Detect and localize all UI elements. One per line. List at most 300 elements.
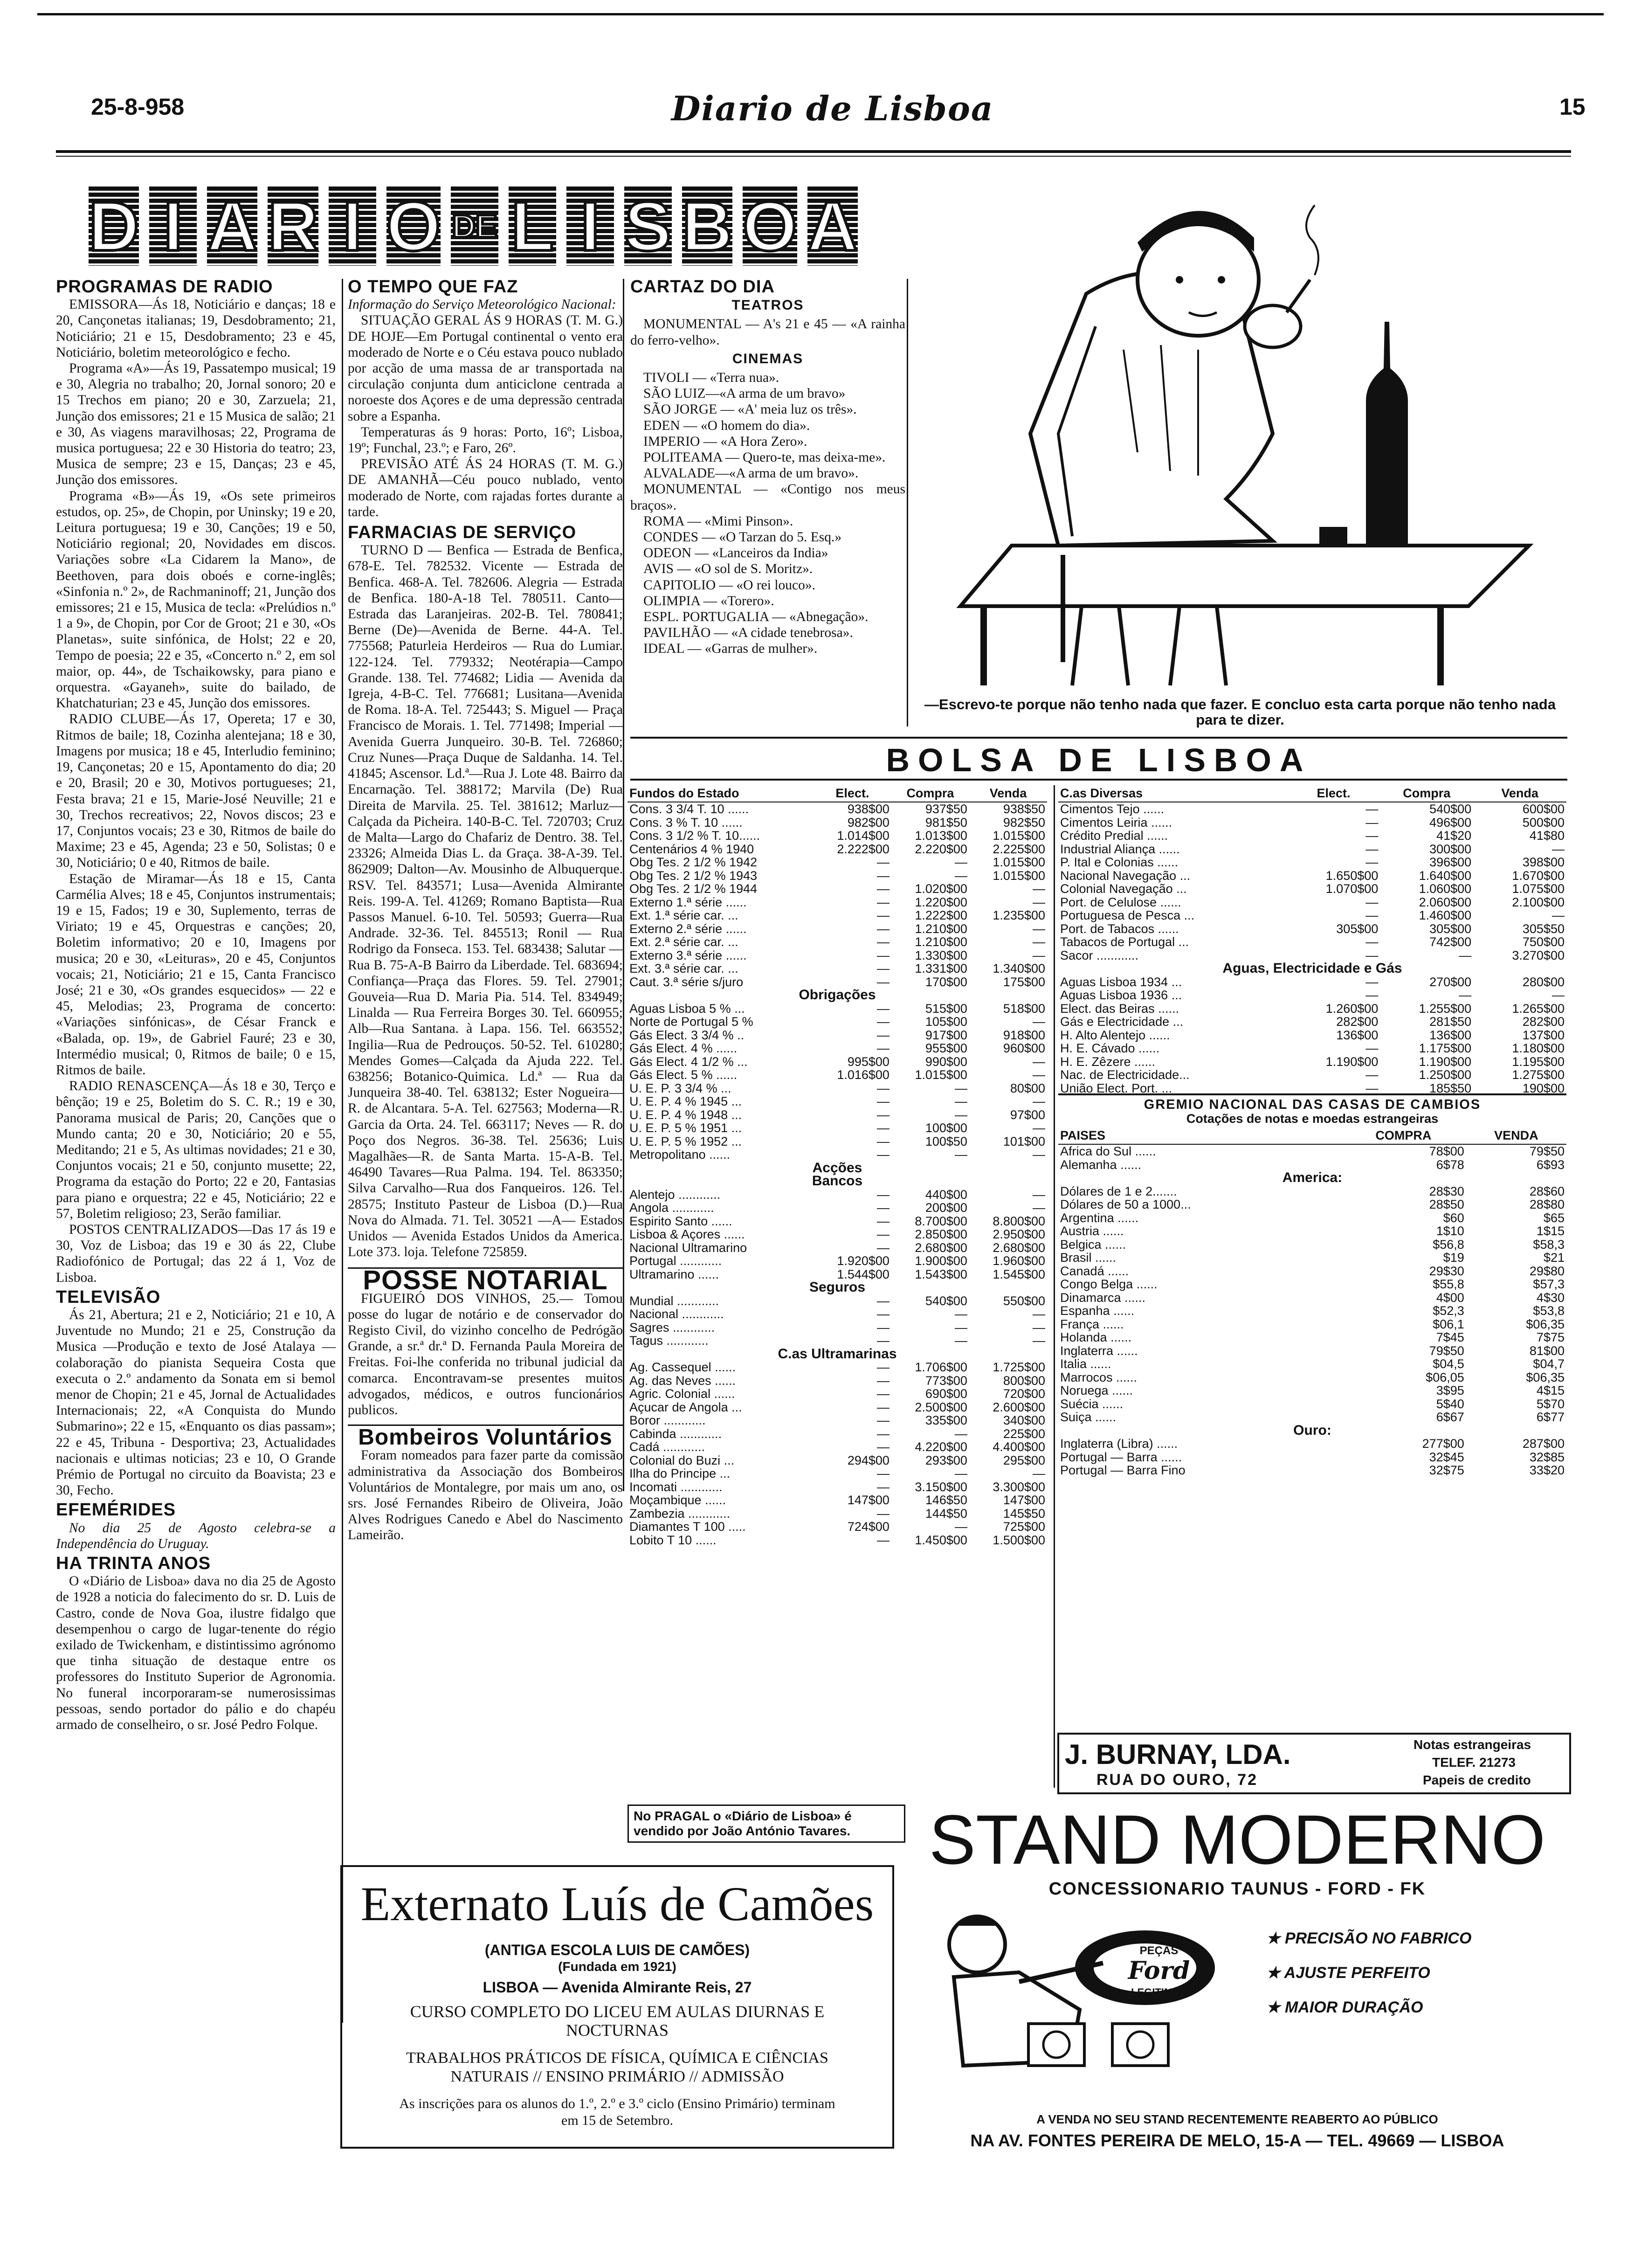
price-cell: 282$00 (1336, 1015, 1379, 1029)
security-name: Obg Tes. 2 1/2 % 1944 (629, 882, 758, 896)
masthead-letter: A (807, 187, 858, 265)
table-row (1058, 909, 1566, 922)
stand-feature-label: PRECISÃO NO FABRICO (1284, 1929, 1472, 1947)
price-cell: 725$00 (1003, 1520, 1045, 1534)
price-cell: 440$00 (925, 1187, 967, 1202)
security-name: Zambezia ............ (629, 1506, 731, 1521)
price-cell: — (876, 1148, 889, 1162)
weather-column (348, 279, 623, 1543)
cinema-listing: IDEAL — «Garras de mulher». (643, 641, 818, 657)
table-row (1058, 1029, 1566, 1042)
cinema-listing: PAVILHÃO — «A cidade tenebrosa». (643, 625, 853, 641)
price-cell: 7$75 (1536, 1330, 1565, 1344)
price-cell: 600$00 (1522, 802, 1565, 816)
price-cell: 137$00 (1522, 1028, 1565, 1042)
price-cell: — (876, 948, 889, 962)
price-cell: — (954, 1466, 967, 1480)
price-cell: 1.210$00 (915, 921, 967, 936)
price-cell: — (876, 1227, 889, 1241)
price-cell: 800$00 (1003, 1373, 1045, 1388)
price-cell: 1.015$00 (993, 829, 1045, 843)
cinemas-heading: CINEMAS (732, 351, 804, 366)
price-cell: 3$95 (1436, 1383, 1464, 1397)
table-row (627, 802, 1047, 816)
price-cell: 282$00 (1522, 1015, 1565, 1029)
table-row (627, 1108, 1047, 1122)
price-cell: 340$00 (1003, 1413, 1045, 1427)
table-row (627, 1374, 1047, 1388)
column-divider (907, 279, 908, 726)
price-cell: — (954, 1320, 967, 1335)
price-cell: — (876, 1187, 889, 1202)
price-cell: 225$00 (1003, 1426, 1045, 1441)
table-row (1058, 1158, 1566, 1172)
security-name: P. Ital e Colonias ...... (1060, 855, 1179, 869)
price-cell: — (1033, 1148, 1045, 1162)
price-cell: $06,35 (1526, 1370, 1565, 1384)
table-row (627, 1387, 1047, 1401)
security-name: H. E. Zêzere ...... (1060, 1054, 1156, 1069)
radio-column (56, 279, 336, 1733)
masthead-letter: I (149, 187, 197, 266)
price-cell: 6$77 (1536, 1410, 1565, 1424)
price-cell: 1.340$00 (993, 961, 1045, 975)
security-name: Tagus ............ (629, 1334, 709, 1348)
price-cell: — (876, 1028, 889, 1042)
cinema-listing: ALVALADE—«A arma de um bravo». (643, 466, 859, 481)
radio-paragraph: RADIO RENASCENÇA—Ás 18 e 30, Terço e bênção; 19 e 25, Boletim do S. C. R.; 19 e 30, Panorama musical de Paris; 20, Canções que o Mundo canta; 20 e 30, Noticiário; 20 e 55, Meditando; 21 e 5, As ultimas novidades; 21 e 30, Conjuntos vocais; 21 e 50, conjunto musette; 22, Programa da estação do Porto; 22 e 20, Fantasias para piano e orquestra; 22 e 45, Noticiário; 22 e 57, Boletim religioso; 23, Serão familiar. (56, 1079, 336, 1221)
stand-feature (1266, 1956, 1565, 1990)
price-cell: — (876, 1334, 889, 1348)
table-row (627, 1507, 1047, 1521)
stand-feature (1266, 1921, 1565, 1956)
price-cell: $53,8 (1533, 1304, 1565, 1318)
security-name: Nacional ............ (629, 1307, 724, 1321)
price-cell: 4$15 (1536, 1383, 1565, 1397)
security-name: Nac. de Electricidade... (1060, 1068, 1190, 1082)
table-row (627, 1534, 1047, 1547)
price-cell: 146$50 (925, 1493, 967, 1507)
price-cell: 2.950$00 (993, 1227, 1045, 1241)
state-funds-table (627, 785, 1047, 1547)
masthead-letter: L (509, 187, 556, 266)
externato-name: Externato Luís de Camões (360, 1877, 874, 1931)
table-row (627, 935, 1047, 949)
price-cell: — (876, 1373, 889, 1388)
price-cell: 1.544$00 (837, 1267, 889, 1281)
price-cell: — (876, 1360, 889, 1374)
price-cell: 8.800$00 (993, 1214, 1045, 1228)
table-row (1058, 975, 1566, 989)
price-cell: — (876, 1094, 889, 1108)
security-name: Suécia ...... (1060, 1397, 1124, 1411)
security-name: Externo 3.ª série ...... (629, 948, 747, 962)
price-cell: — (876, 1533, 889, 1547)
table-row (627, 1467, 1047, 1480)
security-name: Obg Tes. 2 1/2 % 1943 (629, 868, 758, 883)
table-row (627, 989, 1047, 1002)
security-name: Lobito T 10 ...... (629, 1533, 717, 1547)
price-cell: 1.070$00 (1325, 882, 1379, 896)
price-cell: — (876, 1320, 889, 1335)
security-name: Dólares de 1 e 2....... (1060, 1184, 1177, 1198)
price-cell: — (876, 1400, 889, 1414)
price-cell: 955$00 (925, 1041, 967, 1055)
price-cell: $06,05 (1426, 1370, 1464, 1384)
price-cell: 742$00 (1429, 935, 1472, 949)
price-cell: — (1365, 802, 1379, 816)
cinema-listing: EDEN — «O homem do dia». (643, 418, 810, 433)
table-row (1058, 843, 1566, 856)
price-cell: 97$00 (1010, 1107, 1045, 1122)
pragal-notice: No PRAGAL o «Diário de Lisboa» é vendido por João António Tavares. (627, 1805, 905, 1843)
price-cell: 918$00 (1003, 1028, 1045, 1042)
table-row (1058, 962, 1566, 975)
price-cell: 8.700$00 (915, 1214, 967, 1228)
price-cell: $19 (1443, 1251, 1464, 1265)
price-cell: 5$70 (1536, 1397, 1565, 1411)
price-cell: $04,5 (1433, 1357, 1464, 1371)
price-cell: — (876, 975, 889, 989)
price-cell: 294$00 (847, 1453, 889, 1467)
security-name: Brasil ...... (1060, 1251, 1117, 1265)
price-cell: 981$50 (925, 815, 967, 830)
price-cell: 1.060$00 (1419, 882, 1472, 896)
masthead-letter: I (329, 187, 376, 266)
security-name: Norte de Portugal 5 % (629, 1015, 753, 1029)
price-cell: 4$30 (1536, 1290, 1565, 1305)
table-row (627, 843, 1047, 856)
price-cell: — (1365, 895, 1379, 909)
security-name: Elect. das Beiras ...... (1060, 1001, 1179, 1016)
table-row (1058, 1171, 1566, 1185)
ford-badge-top: PEÇAS (1139, 1944, 1179, 1957)
security-name: Port. de Tabacos ...... (1060, 921, 1179, 936)
firemen-heading: Bombeiros Voluntários (348, 1424, 623, 1445)
price-cell: 1.265$00 (1512, 1001, 1565, 1016)
security-name: Portugal — Barra Fino (1060, 1463, 1186, 1477)
header-rule-thin (56, 156, 1571, 157)
price-cell: 724$00 (847, 1520, 889, 1534)
price-cell: 1.725$00 (993, 1360, 1045, 1374)
price-cell: 518$00 (1003, 1001, 1045, 1016)
price-cell: 1.900$00 (915, 1254, 967, 1268)
group-label: Obrigações (799, 987, 876, 1003)
star-icon: ★ (1266, 1998, 1285, 2016)
table-row (1058, 1068, 1566, 1082)
price-cell: — (1365, 948, 1379, 962)
price-cell: 136$00 (1429, 1028, 1472, 1042)
weather-paragraph: SITUAÇÃO GERAL ÁS 9 HORAS (T. M. G.) DE HOJE—Em Portugal continental o vento era moderado de Norte e o Céu estava pouco nublado por acção de uma massa de ar transportada na circulação conjunta dum anticiclone centrada a noroeste dos Açores e de uma depressão centrada sobre a Espanha. (348, 313, 623, 424)
security-name: Diamantes T 100 ..... (629, 1520, 746, 1534)
price-cell: 1.015$00 (915, 1068, 967, 1082)
price-cell: — (876, 1041, 889, 1055)
security-name: U. E. P. 4 % 1948 ... (629, 1107, 742, 1122)
table-row (627, 1162, 1047, 1175)
security-name: H. Alto Alentejo ...... (1060, 1028, 1170, 1042)
security-name: Dólares de 50 a 1000... (1060, 1197, 1191, 1211)
price-cell: — (1033, 1307, 1045, 1321)
security-name: Nacional Ultramarino (629, 1240, 747, 1255)
price-cell: — (876, 1307, 889, 1321)
weather-paragraph: PREVISÃO ATÉ ÁS 24 HORAS (T. M. G.) DE AMANHÃ—Céu pouco nublado, vento moderado de Norte, com rajadas fortes durante a tarde. (348, 456, 623, 519)
table-row (1058, 1265, 1566, 1278)
stand-name: STAND MODERNO (929, 1800, 1546, 1879)
price-cell: — (1033, 1094, 1045, 1108)
price-cell: — (1365, 975, 1379, 989)
price-cell: 2.680$00 (915, 1240, 967, 1255)
price-cell: 1.920$00 (837, 1254, 889, 1268)
table-row (627, 1188, 1047, 1202)
price-cell: 170$00 (925, 975, 967, 989)
cartoon-caption: —Escrevo-te porque não tenho nada que fazer. E concluo esta carta porque não tenho nada para te dizer. (924, 696, 1556, 728)
masthead-logo (89, 187, 858, 266)
price-cell: 101$00 (1003, 1134, 1045, 1148)
security-name: Gás e Electricidade ... (1060, 1015, 1184, 1029)
price-cell: 396$00 (1429, 855, 1472, 869)
security-name: França ...... (1060, 1317, 1124, 1331)
price-cell: — (954, 1081, 967, 1095)
price-cell: 2.060$00 (1419, 895, 1472, 909)
security-name: Cabinda ............ (629, 1426, 722, 1441)
table-row (627, 816, 1047, 830)
price-cell: — (1033, 1466, 1045, 1480)
table-row (1058, 802, 1566, 816)
security-name: Port. de Celulose ...... (1060, 895, 1181, 909)
price-cell: 1.016$00 (837, 1068, 889, 1082)
price-cell: 29$80 (1529, 1264, 1565, 1278)
security-name: Angola ............ (629, 1201, 714, 1215)
price-cell: 937$50 (925, 802, 967, 816)
price-cell: 185$50 (1429, 1081, 1472, 1095)
star-icon: ★ (1266, 1929, 1285, 1947)
table-row (1058, 1042, 1566, 1055)
price-cell: 1.222$00 (915, 908, 967, 922)
price-cell: $04,7 (1533, 1357, 1565, 1371)
price-cell: — (876, 868, 889, 883)
price-cell: 1.190$00 (1419, 1054, 1472, 1069)
price-cell: — (954, 1426, 967, 1441)
price-cell: 3.300$00 (993, 1480, 1045, 1494)
masthead-letter: O (742, 187, 797, 265)
table-row (627, 975, 1047, 989)
price-cell: 335$00 (925, 1413, 967, 1427)
price-cell: 33$20 (1529, 1463, 1565, 1477)
price-cell: — (1552, 842, 1565, 856)
price-cell: 4$00 (1436, 1290, 1464, 1305)
table-row (1058, 1397, 1566, 1411)
stand-feature (1266, 1990, 1565, 2025)
ford-badge: Ford (1128, 1957, 1190, 1985)
price-cell: 1.015$00 (993, 855, 1045, 869)
table-row (627, 1082, 1047, 1095)
masthead-letter: A (207, 187, 258, 265)
security-name: U. E. P. 4 % 1945 ... (629, 1094, 742, 1108)
price-cell: 281$50 (1429, 1015, 1472, 1029)
security-name: Inglaterra (Libra) ...... (1060, 1437, 1178, 1451)
price-cell: 1.670$00 (1512, 868, 1565, 883)
security-name: Ext. 1.ª série car. ... (629, 908, 738, 922)
table-row (627, 1095, 1047, 1108)
table-row (1058, 1015, 1566, 1029)
price-cell: 79$50 (1529, 1144, 1565, 1158)
table-row (1058, 1185, 1566, 1198)
table-row (1058, 829, 1566, 843)
burnay-ad (1057, 1733, 1571, 1794)
security-name: Gás Elect. 5 % ...... (629, 1068, 738, 1082)
price-cell: $06,35 (1526, 1317, 1565, 1331)
price-cell: — (876, 895, 889, 909)
price-cell: 1.014$00 (837, 829, 889, 843)
bolsa-rule (630, 779, 1567, 781)
cinema-listing: CAPITOLIO — «O rei louco». (643, 577, 815, 593)
security-name: Ext. 3.ª série car. ... (629, 961, 738, 975)
price-cell: 293$00 (925, 1453, 967, 1467)
ephemerides-heading: EFEMÉRIDES (56, 1500, 176, 1520)
cinema-listing: POLITEAMA — Quero-te, mas deixa-me». (643, 450, 886, 465)
table-row (1058, 1002, 1566, 1016)
security-name: Espirito Santo ...... (629, 1214, 732, 1228)
price-cell: — (876, 1201, 889, 1215)
stand-features (1266, 1921, 1565, 2025)
price-cell: 2.850$00 (915, 1227, 967, 1241)
firemen-text: Foram nomeados para fazer parte da comissão administrativa da Associação dos Bombeiros Voluntários de Montalegre, por mais um ano, os srs. José Fernandes Ribeiro de Oliveira, João Alves Rodrigues Canedo e Abel do Nascimento Lameirão. (348, 1448, 623, 1543)
security-name: Centenários 4 % 1940 (629, 842, 754, 856)
cinemas-listing (630, 370, 905, 657)
radio-paragraph: POSTOS CENTRALIZADOS—Das 17 ás 19 e 30, Voz de Lisboa; das 19 e 30 ás 22, Clube Radiofónico de Portugal; das 22 á 1, Voz de Lisboa. (56, 1222, 336, 1285)
price-cell: 2.225$00 (993, 842, 1045, 856)
table-row (1058, 1144, 1566, 1158)
weather-source: Informação do Serviço Meteorológico Nacional: (348, 297, 616, 312)
price-cell: 5$40 (1436, 1397, 1464, 1411)
security-name: Ag. das Neves ...... (629, 1373, 736, 1388)
security-name: Externo 2.ª série ...... (629, 921, 747, 936)
price-cell: 1.013$00 (915, 829, 967, 843)
price-cell: 995$00 (847, 1054, 889, 1069)
price-cell: 540$00 (1429, 802, 1472, 816)
notary-text: FIGUEIRÓ DOS VINHOS, 25.— Tomou posse do lugar de notário e de conservador do Registo Civil, do vizinho concelho de Pedrógão Grande, a sr.ª dr.ª D. Fernanda Paula Moreira de Freitas. Foi-lhe conferida no tribunal judicial da comarca. Encontravam-se presentes muitos advogados, médicos, e outros funcionários publicos. (348, 1291, 623, 1418)
price-cell: 1.220$00 (915, 895, 967, 909)
price-cell: — (1033, 1068, 1045, 1082)
price-cell: 28$30 (1429, 1184, 1464, 1198)
bolsa-heading: BOLSA DE LISBOA (886, 742, 1312, 778)
price-cell: — (954, 1307, 967, 1321)
security-name: Gás Elect. 4 1/2 % ... (629, 1054, 748, 1069)
table-row (1058, 1304, 1566, 1318)
price-cell: — (1033, 1054, 1045, 1069)
cinema-listing: IMPERIO — «A Hora Zero». (643, 434, 807, 449)
price-cell: 960$00 (1003, 1041, 1045, 1055)
burnay-line3: Papeis de credito (1423, 1773, 1531, 1787)
price-cell: 6$93 (1536, 1157, 1565, 1172)
group-label: Ouro: (1293, 1422, 1331, 1438)
price-cell: — (1033, 1320, 1045, 1335)
price-cell: 1$10 (1436, 1224, 1464, 1238)
table-row (1058, 1371, 1566, 1384)
price-cell: — (1459, 948, 1472, 962)
price-cell: 1.545$00 (993, 1267, 1045, 1281)
price-cell: — (954, 1148, 967, 1162)
security-name: U. E. P. 5 % 1951 ... (629, 1121, 742, 1135)
security-name: Holanda ...... (1060, 1330, 1132, 1344)
price-cell: — (876, 1440, 889, 1454)
price-cell: $65 (1543, 1210, 1565, 1225)
table-row (627, 1029, 1047, 1042)
security-name: Colonial do Buzi ... (629, 1453, 735, 1467)
table-row (627, 829, 1047, 843)
cinema-listing: MONUMENTAL — «Contigo nos meus braços». (630, 482, 905, 513)
price-cell: 81$00 (1529, 1343, 1565, 1358)
price-cell: 1.195$00 (1512, 1054, 1565, 1069)
thirty-years-heading: HA TRINTA ANOS (56, 1554, 211, 1574)
price-cell: — (876, 1426, 889, 1441)
table-row (627, 1042, 1047, 1055)
table-row (1058, 1357, 1566, 1371)
cinema-listing: TIVOLI — «Terra nua». (643, 370, 779, 386)
security-name: Tabacos de Portugal ... (1060, 935, 1189, 949)
price-cell: 277$00 (1422, 1437, 1464, 1451)
table-row (1058, 1344, 1566, 1358)
table-row (627, 1361, 1047, 1374)
bolsa-rule (630, 737, 1567, 739)
price-cell: 982$50 (1003, 815, 1045, 830)
cartaz-heading: CARTAZ DO DIA (630, 277, 775, 297)
masthead-letter: S (624, 187, 671, 265)
security-name: Colonial Navegação ... (1060, 882, 1187, 896)
price-cell: 190$00 (1522, 1081, 1565, 1095)
price-cell: — (1033, 1015, 1045, 1029)
price-cell: — (876, 882, 889, 896)
price-cell: 1$15 (1536, 1224, 1565, 1238)
externato-works: TRABALHOS PRÁTICOS DE FÍSICA, QUÍMICA E CIÊNCIAS NATURAIS // ENSINO PRIMÁRIO // ADMISSÃO (406, 2049, 828, 2085)
security-name: Canadá ...... (1060, 1264, 1129, 1278)
price-cell: — (1365, 829, 1379, 843)
price-cell: $58,3 (1533, 1237, 1565, 1252)
table-row (1058, 869, 1566, 883)
price-cell: — (1365, 842, 1379, 856)
security-name: Alemanha ...... (1060, 1157, 1142, 1172)
price-cell: — (876, 1134, 889, 1148)
table-row (627, 1055, 1047, 1069)
price-cell: 4.400$00 (993, 1440, 1045, 1454)
price-cell: — (876, 1506, 889, 1521)
price-cell: 32$85 (1529, 1450, 1565, 1464)
table-row (627, 1494, 1047, 1507)
price-cell: 990$00 (925, 1054, 967, 1069)
column-header: C.as Diversas (1058, 785, 1287, 802)
price-cell: 398$00 (1522, 855, 1565, 869)
price-cell: 773$00 (925, 1373, 967, 1388)
price-cell: 295$00 (1003, 1453, 1045, 1467)
price-cell: 982$00 (847, 815, 889, 830)
radio-paragraph: Programa «B»—Ás 19, «Os sete primeiros estudos, op. 25», de Chopin, por Uninsky; 19 e 20, Leitura portuguesa; 19 e 30, Canções; 19 e 50, Noticiário regional; 20, Novidades em discos. Variações sobre «La Cidarem la Mano», de Beethoven, para dois oboés e corne-inglês; «Sinfonia n.º 2», de Rachmaninoff; 21, Junção dos emissores; 21 e 15, Musica de tecla: «Prelúdios n.º 1 a 9», de Chopin, por Cor de Groot; 21 e 30, «Os Planetas», suite sinfónica, de Holst; 22 e 20, Tempo de poesia; 22 e 35, «Concerto n.º 2, em sol maior, op. 44», de Tschaikowsky, para piano e orquestra. «Gayaneh», suite do bailado, de Khatchaturian; 23 e 45, Junção dos emissores. (56, 488, 336, 711)
price-cell: 1.450$00 (915, 1533, 967, 1547)
star-icon: ★ (1266, 1964, 1284, 1982)
security-name: Nacional Navegação ... (1060, 868, 1191, 883)
price-cell: — (876, 935, 889, 949)
price-cell: 938$00 (847, 802, 889, 816)
masthead-letter: DE (451, 187, 498, 266)
price-cell: 28$60 (1529, 1184, 1565, 1198)
table-row (1058, 816, 1566, 830)
weather-paragraph: Temperaturas ás 9 horas: Porto, 16º; Lisboa, 19º; Funchal, 23.º; e Faro, 26º. (348, 424, 623, 456)
table-row (1058, 1251, 1566, 1265)
security-name: H. E. Cávado ...... (1060, 1041, 1160, 1055)
table-row (627, 869, 1047, 883)
weather-report (348, 312, 623, 520)
price-cell: $06,1 (1433, 1317, 1464, 1331)
externato-sub: (ANTIGA ESCOLA LUIS DE CAMÕES) (484, 1942, 750, 1958)
